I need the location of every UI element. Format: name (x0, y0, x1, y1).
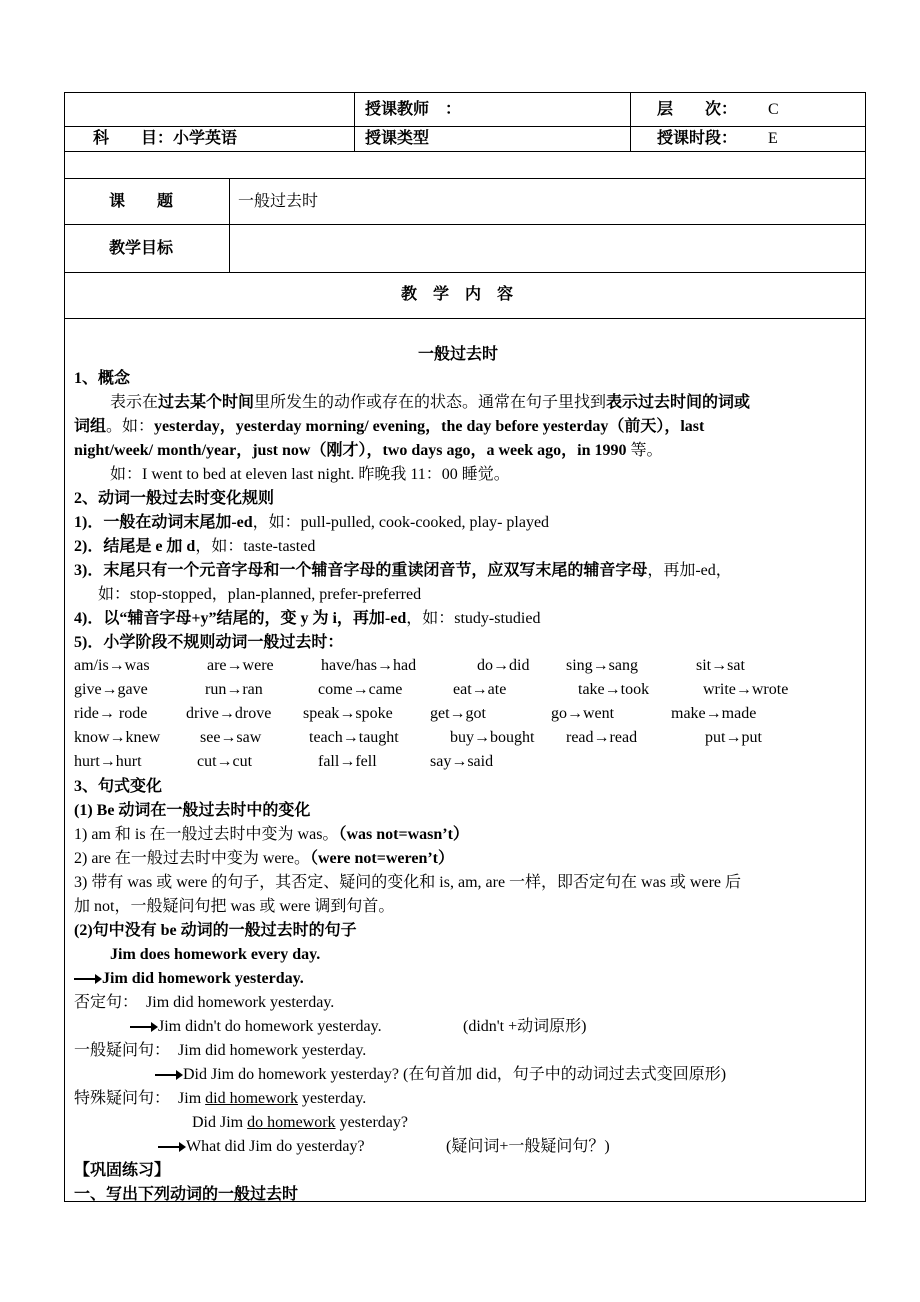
verb-item: are→were (207, 657, 274, 674)
verb-item: give→gave (74, 681, 148, 698)
verb-item: cut→cut (197, 753, 253, 770)
practice-heading: 【巩固练习】 (74, 1162, 171, 1179)
period-value: E (768, 130, 778, 147)
verb-item: ride→ rode (74, 705, 148, 722)
row-divider (65, 318, 865, 319)
topic-value: 一般过去时 (238, 193, 319, 210)
example-line: 如：I went to bed at eleven last night. 昨晚我 11：00 睡觉。 (110, 466, 510, 483)
verb-item: drive→drove (186, 705, 272, 722)
row-divider (65, 151, 865, 152)
row-divider (65, 272, 865, 273)
question-row: 一般疑问句： Jim did homework yesterday. (74, 1042, 367, 1059)
rule-line: 5)．小学阶段不规则动词一般过去时： (74, 634, 344, 651)
rule-line: 2)．结尾是 e 加 d，如：taste-tasted (74, 538, 316, 555)
period-label: 授课时段： (657, 130, 738, 147)
question-result-row: Did Jim do homework yesterday? (在句首加 did，句子中的动词过去式变回原形) (155, 1065, 726, 1085)
wh-question-row: Did Jim do homework yesterday? (192, 1114, 408, 1131)
verb-item: teach→taught (309, 729, 399, 746)
be-rule-line: 1) am 和 is 在一般过去时中变为 was。（was not=wasn’t） (74, 826, 469, 843)
verb-item: put→put (705, 729, 762, 746)
col-divider (354, 93, 355, 151)
verb-item: know→knew (74, 729, 161, 746)
verb-item: write→wrote (703, 681, 789, 698)
subsection-heading: (1) Be 动词在一般过去时中的变化 (74, 802, 311, 819)
wh-question-result-row: What did Jim do yesterday? (158, 1137, 365, 1157)
verb-item: hurt→hurt (74, 753, 142, 770)
verb-item: get→got (430, 705, 486, 722)
verb-item: speak→spoke (303, 705, 393, 722)
topic-label: 课 题 (109, 193, 174, 210)
rule-line: 如：stop-stopped，plan-planned, prefer-preferred (98, 586, 422, 603)
subsection-heading: (2)句中没有 be 动词的一般过去时的句子 (74, 922, 357, 939)
verb-item: fall→fell (318, 753, 377, 770)
teacher-label: 授课教师 ： (365, 101, 462, 118)
paragraph-line: 词组。如：yesterday，yesterday morning/ evening，the day before yesterday（前天），last (74, 418, 705, 435)
content-title: 一般过去时 (418, 346, 499, 363)
arrow-right-icon (155, 1074, 177, 1076)
be-rule-line: 3) 带有 was 或 were 的句子，其否定、疑问的变化和 is, am, are 一样，即否定句在 was 或 were 后 (74, 874, 742, 891)
wh-question-row: 特殊疑问句： Jim did homework yesterday. (74, 1090, 367, 1107)
wh-question-note: (疑问词+一般疑问句？) (446, 1138, 610, 1155)
verb-item: am/is→was (74, 657, 150, 674)
paragraph-line: night/week/ month/year，just now（刚才），two days ago，a week ago，in 1990 等。 (74, 442, 663, 459)
subject-label: 科 目：小学英语 (93, 130, 238, 147)
example-sentence: Jim does homework every day. (110, 946, 321, 963)
verb-item: say→said (430, 753, 494, 770)
content-label: 教 学 内 容 (401, 286, 514, 303)
level-value: C (768, 101, 779, 118)
arrow-right-icon (158, 1146, 180, 1148)
verb-item: eat→ate (453, 681, 507, 698)
rule-line: 3)．末尾只有一个元音字母和一个辅音字母的重读闭音节，应双写末尾的辅音字母，再加-ed， (74, 562, 732, 579)
verb-item: do→did (477, 657, 530, 674)
col-divider (229, 178, 230, 272)
level-label: 层 次： (657, 101, 738, 118)
row-divider (65, 178, 865, 179)
negative-note: (didn't +动词原形) (463, 1018, 587, 1035)
verb-item: buy→bought (450, 729, 535, 746)
verb-item: come→came (318, 681, 403, 698)
verb-item: sit→sat (696, 657, 745, 674)
row-divider (65, 224, 865, 225)
verb-item: have/has→had (321, 657, 417, 674)
negative-result-row: Jim didn't do homework yesterday. (130, 1017, 382, 1037)
be-rule-line: 2) are 在一般过去时中变为 were。（were not=weren’t） (74, 850, 454, 867)
rule-line: 1)．一般在动词末尾加-ed，如：pull-pulled, cook-cooked, play- played (74, 514, 550, 531)
goal-label: 教学目标 (109, 240, 174, 257)
row-divider (65, 126, 865, 127)
be-rule-line: 加 not，一般疑问句把 was 或 were 调到句首。 (74, 898, 395, 915)
practice-item: 一、写出下列动词的一般过去时 (74, 1186, 299, 1203)
type-label: 授课类型 (365, 130, 430, 147)
verb-item: go→went (551, 705, 615, 722)
rule-line: 4)．以“辅音字母+y”结尾的，变 y 为 i，再加-ed，如：study-studied (74, 610, 541, 627)
paragraph-line: 表示在过去某个时间里所发生的动作或存在的状态。通常在句子里找到表示过去时间的词或 (110, 394, 751, 411)
verb-item: run→ran (205, 681, 263, 698)
verb-item: sing→sang (566, 657, 638, 674)
example-sentence-row: Jim did homework yesterday. (74, 969, 304, 989)
verb-item: read→read (566, 729, 638, 746)
section-heading: 3、句式变化 (74, 778, 163, 795)
verb-item: see→saw (200, 729, 262, 746)
section-heading: 1、概念 (74, 370, 131, 387)
col-divider (630, 93, 631, 151)
arrow-right-icon (130, 1026, 152, 1028)
verb-item: make→made (671, 705, 757, 722)
negative-row: 否定句： Jim did homework yesterday. (74, 994, 335, 1011)
section-heading: 2、动词一般过去时变化规则 (74, 490, 275, 507)
verb-item: take→took (578, 681, 650, 698)
arrow-right-icon (74, 978, 96, 980)
